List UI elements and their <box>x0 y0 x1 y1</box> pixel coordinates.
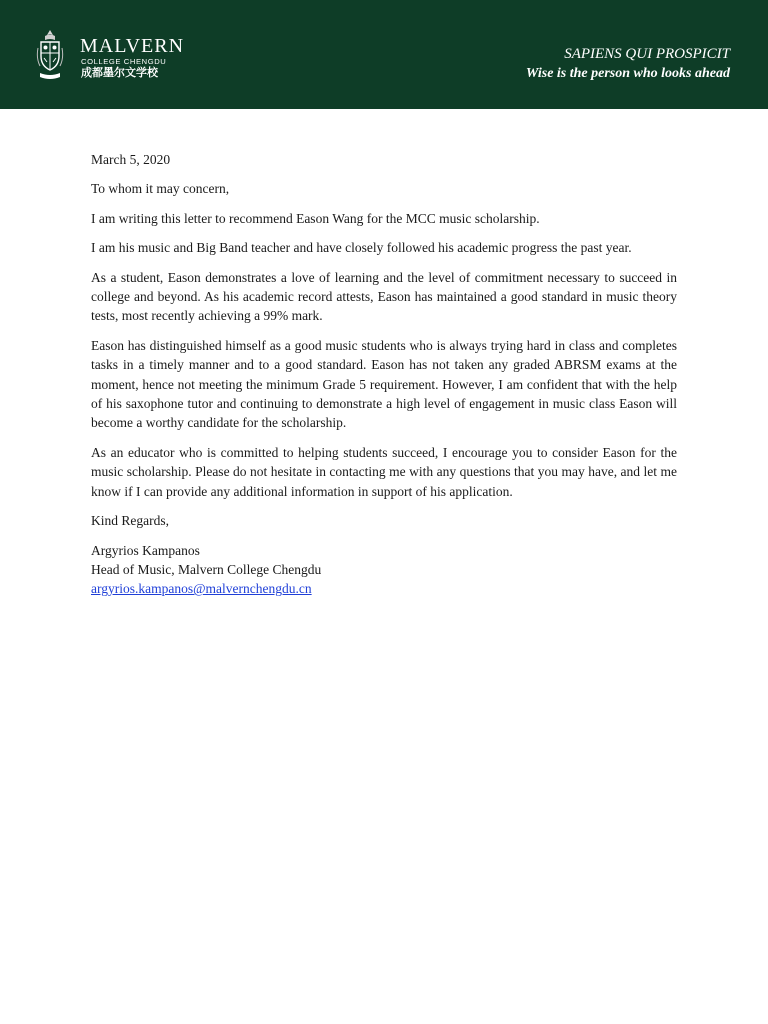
signature-block <box>91 541 677 599</box>
letter-paragraph: As an educator who is committed to helping students succeed, I encourage you to consider Eason for the music scholarship. Please do not hesitate in contacting me with any questions that you may have, and let me know if I can provide any additional information in support of his application. <box>91 444 677 499</box>
letter-salutation: To whom it may concern, <box>91 181 230 197</box>
brand-subtitle: COLLEGE CHENGDU <box>81 57 167 66</box>
letter-closing: Kind Regards, <box>91 513 169 529</box>
letter-paragraph: Eason has distinguished himself as a good music students who is always trying hard in class and completes tasks in a timely manner and to a good standard. Eason has not taken any graded ABRSM exams at the moment, hence not meeting the minimum Grade 5 requirement. However, I am confident that with the help of his saxophone tutor and continuing to demonstrate a high level of engagement in music class Eason will become a worthy candidate for the scholarship. <box>91 337 677 431</box>
signature-name: Argyrios Kampanos <box>91 542 200 558</box>
letter-paragraph: I am his music and Big Band teacher and have closely followed his academic progress the past year. <box>91 240 632 256</box>
letter-date: March 5, 2020 <box>91 152 171 167</box>
school-crest-icon <box>36 28 64 82</box>
motto-english: Wise is the person who looks ahead <box>525 66 730 81</box>
motto-latin: SAPIENS QUI PROSPICIT <box>564 46 730 62</box>
letterhead-banner <box>0 0 768 109</box>
brand-chinese-name: 成都墨尔文学校 <box>81 66 158 79</box>
letter-body <box>91 150 677 609</box>
signature-title: Head of Music, Malvern College Chengdu <box>91 561 322 577</box>
brand-name: MALVERN <box>80 35 185 57</box>
letter-paragraph: As a student, Eason demonstrates a love of learning and the level of commitment necessary to succeed in college and beyond. As his academic record attests, Eason has maintained a good standard in music theory tests, most recently achieving a 99% mark. <box>91 269 677 324</box>
signature-email-link[interactable]: argyrios.kampanos@malvernchengdu.cn <box>91 581 312 597</box>
letter-paragraph: I am writing this letter to recommend Eason Wang for the MCC music scholarship. <box>91 210 540 226</box>
